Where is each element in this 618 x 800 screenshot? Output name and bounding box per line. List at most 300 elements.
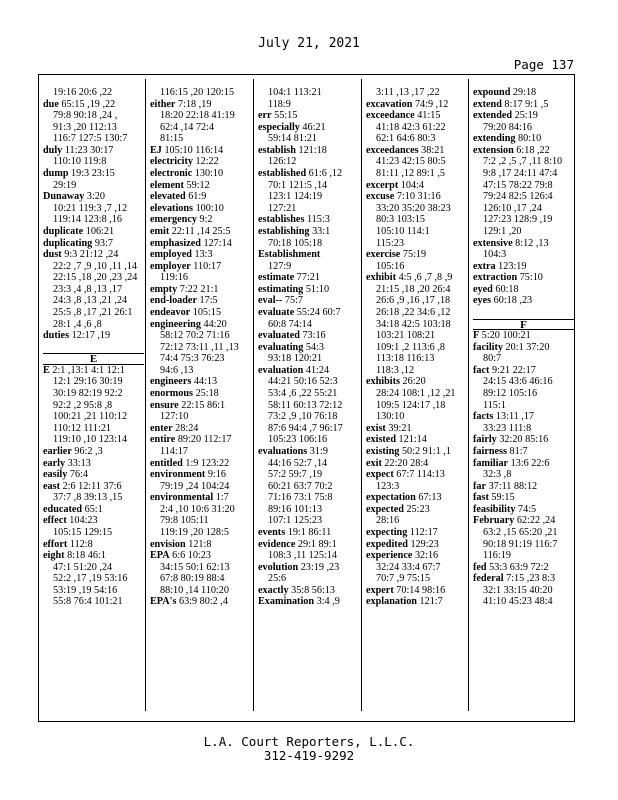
index-entry-continuation: 23:3 ,4 ,8 ,13 ,17: [53, 283, 123, 295]
index-term: effect: [43, 515, 67, 527]
page-references: 8:18 46:1: [64, 550, 106, 562]
index-entry: [43, 550, 144, 562]
index-term: endeavor: [150, 306, 191, 318]
index-entry-continuation: 130:10: [376, 411, 405, 423]
index-term: either: [150, 98, 176, 110]
section-letter-heading: E: [43, 353, 144, 365]
page-references: 8:12 ,13: [512, 237, 549, 249]
index-entry: [150, 434, 251, 446]
index-term: early: [43, 457, 66, 469]
page-references: 105:15: [190, 306, 222, 318]
index-entry-continuation: 110:10 119:8: [53, 156, 107, 168]
index-entry-continuation: 70:7 ,9 75:15: [376, 573, 431, 585]
index-entry: [150, 388, 251, 400]
index-term: F: [473, 330, 480, 342]
index-entry-continuation: 37:7 ,8 39:13 ,15: [53, 492, 123, 504]
index-term: educated: [43, 503, 83, 515]
page-references: 74:9 ,12: [412, 98, 449, 110]
page-references: 121:7: [416, 596, 443, 608]
index-entry: [366, 434, 467, 446]
index-entry: [366, 492, 467, 504]
index-term: ensure: [150, 399, 179, 411]
index-entry-continuation: 9:8 ,17 24:11 47:4: [483, 168, 558, 180]
index-entry-continuation: 126:10 ,17 ,24: [483, 202, 542, 214]
index-entry: [43, 539, 144, 551]
index-entry: [43, 238, 144, 250]
page-references: 7:18 ,19: [175, 98, 212, 110]
index-term: enter: [150, 422, 173, 434]
index-term: extra: [473, 260, 496, 272]
index-entry-continuation: 90:18 91:19 116:7: [483, 538, 558, 550]
page-references: 46:21: [299, 121, 326, 133]
page-references: 9:3 21:12 ,24: [61, 249, 119, 261]
index-entry-continuation: 115:23: [376, 237, 404, 249]
index-entry: [473, 145, 574, 157]
page-references: 63:9 80:2 ,4: [176, 596, 228, 608]
page-references: 93:7: [92, 237, 113, 249]
page-references: 112:17: [407, 526, 438, 538]
index-term: emit: [150, 225, 170, 237]
index-entry-continuation: 62:1 64:6 80:3: [376, 133, 436, 145]
page-references: 121:14: [396, 434, 427, 446]
index-entry: [258, 330, 359, 342]
index-entry: [473, 504, 574, 516]
page-references: 130:10: [192, 168, 224, 180]
index-entry-continuation: 100:21 ,21 110:12: [53, 411, 128, 423]
index-entry-continuation: 71:16 73:1 75:8: [268, 492, 333, 504]
index-term: expedited: [366, 538, 408, 550]
index-entry: [150, 168, 251, 180]
index-entry-continuation: 81:11 ,12 89:1 ,5: [376, 168, 445, 180]
page-references: 19:3 23:15: [68, 168, 115, 180]
page-references: 13:11 ,17: [493, 411, 535, 423]
page-references: 13:3: [191, 249, 213, 261]
index-entry: [258, 295, 359, 307]
index-entry-continuation: 103:21 108:21: [376, 330, 436, 342]
page-references: 2:6 12:11 37:6: [59, 480, 122, 492]
page-references: 115:3: [304, 214, 330, 226]
index-entry: [366, 458, 467, 470]
index-term: Establishment: [258, 249, 321, 261]
index-entry: [43, 458, 144, 470]
index-entry: [366, 539, 467, 551]
index-entry-continuation: 88:10 ,14 110:20: [160, 584, 229, 596]
page-references: 67:7 114:13: [393, 469, 445, 481]
index-entry: [258, 307, 359, 319]
index-column-2: [150, 87, 251, 608]
index-entry-continuation: 108:3 ,11 125:14: [268, 550, 337, 562]
index-entry: [473, 434, 574, 446]
index-term: familiar: [473, 457, 509, 469]
index-term: excavation: [366, 98, 413, 110]
index-entry: [43, 515, 144, 527]
index-column-4: [366, 87, 467, 608]
index-entry-continuation: 109:5 124:17 ,18: [376, 399, 446, 411]
page-references: 61:9: [185, 191, 207, 203]
index-entry: [473, 295, 574, 307]
index-entry-continuation: 107:1 125:23: [268, 515, 323, 527]
index-entry-continuation: 60:21 63:7 70:2: [268, 480, 333, 492]
page-number: Page 137: [513, 57, 574, 72]
index-term: exactly: [258, 584, 289, 596]
index-term: element: [150, 179, 184, 191]
index-term: duly: [43, 144, 63, 156]
index-entry-continuation: 22:15 ,18 ,20 ,23 ,24: [53, 272, 138, 284]
index-entry-continuation: 52:2 ,17 ,19 53:16: [53, 573, 128, 585]
page-references: 28:24: [172, 422, 199, 434]
page-references: 61:6 ,12: [306, 168, 343, 180]
index-entry-continuation: 41:18 42:3 61:22: [376, 121, 446, 133]
page-references: 65:1: [82, 503, 103, 515]
index-entry-continuation: 34:15 50:1 62:13: [160, 561, 230, 573]
index-entry-continuation: 44:16 52:7 ,14: [268, 457, 328, 469]
index-entry: [473, 446, 574, 458]
page-references: 37:11 88:12: [486, 480, 538, 492]
index-entry: [150, 550, 251, 562]
page-references: 25:23: [403, 503, 430, 515]
index-entry-continuation: 105:15 129:15: [53, 526, 113, 538]
index-entry-continuation: 7:2 ,2 ,5 ,7 ,11 8:10: [483, 156, 563, 168]
index-entry-continuation: 105:23 106:16: [268, 434, 328, 446]
index-entry-continuation: 70:1 121:5 ,14: [268, 179, 328, 191]
index-entry-continuation: 80:7: [483, 353, 502, 365]
index-term: established: [258, 168, 307, 180]
index-term: establish: [258, 144, 296, 156]
index-entry-continuation: 28:16: [376, 515, 400, 527]
page-references: 29:1 89:1: [295, 538, 337, 550]
index-entry: [258, 168, 359, 180]
index-term: electricity: [150, 156, 193, 168]
index-term: EJ: [150, 144, 162, 156]
index-term: engineers: [150, 376, 192, 388]
index-term: extending: [473, 133, 516, 145]
index-entry: [473, 411, 574, 423]
index-entry-continuation: 79:24 82:5 126:4: [483, 191, 553, 203]
index-entry: [473, 492, 574, 504]
page-references: 13:6 22:6: [508, 457, 550, 469]
index-term: expectation: [366, 492, 416, 504]
index-term: environment: [150, 469, 206, 481]
index-term: experience: [366, 550, 413, 562]
index-entry-continuation: 113:18 116:13: [376, 353, 435, 365]
index-entry: [150, 319, 251, 331]
index-entry: [366, 376, 467, 388]
index-entry-continuation: 18:20 22:18 41:19: [160, 110, 235, 122]
page-references: 127:14: [200, 237, 232, 249]
page-references: 22:15 86:1: [178, 399, 226, 411]
index-entry: [150, 145, 251, 157]
index-term: elevations: [150, 202, 194, 214]
page-references: 89:20 112:17: [175, 434, 232, 446]
index-entry-continuation: 70:18 105:18: [268, 237, 323, 249]
index-entry-continuation: 79:8 105:11: [160, 515, 209, 527]
index-entry: [473, 481, 574, 493]
index-term: dust: [43, 249, 62, 261]
index-entry-continuation: 60:8 74:14: [268, 318, 312, 330]
index-entry-continuation: 127:9: [268, 260, 292, 272]
index-entry: [366, 469, 467, 481]
page-references: 7:22 21:1: [177, 283, 219, 295]
index-entry-continuation: 25:5 ,8 ,17 ,21 26:1: [53, 306, 133, 318]
index-term: fast: [473, 492, 489, 504]
page-references: 38:21: [418, 144, 445, 156]
page-references: 32:20 85:16: [496, 434, 549, 446]
index-column-1: [43, 87, 144, 608]
index-entry-continuation: 118:3 ,12: [376, 364, 415, 376]
index-entry-continuation: 123:3: [376, 480, 400, 492]
index-entry-continuation: 26:6 ,9 ,16 ,17 ,18: [376, 295, 451, 307]
index-entry-continuation: 25:6: [268, 573, 287, 585]
index-term: feasibility: [473, 503, 516, 515]
index-entry: [366, 585, 467, 597]
page-references: 3:4 ,9: [314, 596, 340, 608]
page-references: 80:10: [515, 133, 542, 145]
index-entry: [473, 562, 574, 574]
index-term: expert: [366, 584, 394, 596]
column-divider: [468, 79, 469, 711]
index-term: eyes: [473, 295, 492, 307]
page-references: 54:3: [303, 341, 324, 353]
index-entry: [150, 376, 251, 388]
index-entry-continuation: 94:6 ,13: [160, 364, 194, 376]
page-references: 3:20: [84, 191, 105, 203]
index-entry-continuation: 127:23 128:9 ,19: [483, 214, 553, 226]
page-references: 22:20 28:4: [381, 457, 429, 469]
page-references: 20:1 37:20: [503, 341, 550, 353]
page-references: 44:13: [191, 376, 218, 388]
index-entry: [150, 469, 251, 481]
index-entry-continuation: 104:3: [483, 249, 507, 261]
page-references: 104:4: [398, 179, 425, 191]
index-entry-continuation: 53:4 ,6 ,22 55:21: [268, 388, 338, 400]
page-references: 33:1: [309, 225, 331, 237]
index-term: enormous: [150, 388, 194, 400]
page-references: 26:20: [399, 376, 426, 388]
index-entry-continuation: 116:19: [483, 550, 511, 562]
index-entry: [258, 122, 359, 134]
index-term: easily: [43, 469, 68, 481]
index-entry: [258, 527, 359, 539]
index-entry: [258, 145, 359, 157]
index-entry-continuation: 119:10 ,10 123:14: [53, 434, 128, 446]
index-entry: [258, 596, 359, 608]
index-entry: [150, 261, 251, 273]
index-term: existing: [366, 445, 400, 457]
page-references: 6:18 ,22: [513, 144, 550, 156]
index-entry-continuation: 26:18 ,22 34:6 ,12: [376, 306, 451, 318]
index-term: evaluating: [258, 341, 304, 353]
index-entry: [473, 573, 574, 585]
index-entry: [43, 145, 144, 157]
index-entry-continuation: 89:16 101:13: [268, 503, 323, 515]
index-entry-continuation: 58:11 60:13 72:12: [268, 399, 343, 411]
page-references: 44:20: [200, 318, 227, 330]
page-references: 76:4: [67, 469, 89, 481]
index-entry: [366, 446, 467, 458]
index-entry: [150, 423, 251, 435]
index-entry: [150, 249, 251, 261]
page-references: 121:8: [185, 538, 212, 550]
index-entry-continuation: 126:12: [268, 156, 297, 168]
page-references: 81:7: [506, 445, 528, 457]
index-term: exhibit: [366, 272, 397, 284]
index-term: fed: [473, 561, 487, 573]
index-entry: [473, 365, 574, 377]
index-term: exceedances: [366, 144, 419, 156]
index-entry-continuation: 105:10 114:1: [376, 225, 430, 237]
index-entry: [366, 191, 467, 203]
index-entry-continuation: 41:23 42:15 80:5: [376, 156, 446, 168]
index-entry: [473, 110, 574, 122]
page-references: 100:10: [193, 202, 224, 214]
index-entry-continuation: 41:10 45:23 48:4: [483, 596, 553, 608]
index-entry-continuation: 129:1 ,20: [483, 225, 522, 237]
page-references: 6:6 10:23: [169, 550, 211, 562]
index-entry-continuation: 119:16: [160, 272, 188, 284]
page-references: 41:15: [414, 110, 441, 122]
index-term: evaluated: [258, 330, 300, 342]
index-entry: [43, 226, 144, 238]
index-entry-continuation: 104:1 113:21: [268, 87, 322, 98]
page-references: 106:21: [83, 225, 115, 237]
index-entry-continuation: 2:4 ,10 10:6 31:20: [160, 503, 235, 515]
page-references: 11:23 30:17: [62, 144, 114, 156]
page-references: 60:18: [492, 283, 519, 295]
page-references: 55:15: [271, 110, 298, 122]
index-entry: [366, 423, 467, 435]
index-entry: [366, 110, 467, 122]
index-entry-continuation: 58:12 70:2 71:16: [160, 330, 230, 342]
index-entry: [258, 272, 359, 284]
index-term: expecting: [366, 526, 408, 538]
index-entry: [258, 562, 359, 574]
page-references: 67:13: [415, 492, 442, 504]
index-entry: [150, 180, 251, 192]
index-entry-continuation: 28:1 ,4 ,6 ,8: [53, 318, 102, 330]
page-references: 121:18: [295, 144, 327, 156]
index-entry-continuation: 29:19: [53, 179, 77, 191]
index-entry: [43, 365, 144, 377]
index-entry-continuation: 92:2 ,2 95:8 ,8: [53, 399, 113, 411]
index-term: engineering: [150, 318, 201, 330]
page-references: 39:21: [385, 422, 412, 434]
index-entry: [150, 458, 251, 470]
index-entry-continuation: 110:12 111:21: [53, 422, 112, 434]
index-entry-continuation: 89:12 105:16: [483, 388, 538, 400]
index-entry-continuation: 24:15 43:6 46:16: [483, 376, 553, 388]
index-term: excuse: [366, 191, 395, 203]
index-term: explanation: [366, 596, 417, 608]
page-references: 75:10: [517, 272, 543, 284]
index-entry-continuation: 93:18 120:21: [268, 353, 323, 365]
index-entry: [150, 99, 251, 111]
index-term: extension: [473, 144, 514, 156]
index-term: fairly: [473, 434, 497, 446]
page-references: 9:2: [196, 214, 213, 226]
index-entry: [366, 272, 467, 284]
page-references: 1:9 123:22: [182, 457, 230, 469]
index-entry-continuation: 32:1 33:15 40:20: [483, 584, 553, 596]
index-entry-continuation: 127:21: [268, 202, 297, 214]
index-entry-continuation: 81:15: [160, 133, 184, 145]
footer-company: L.A. Court Reporters, L.L.C.: [203, 734, 415, 749]
index-entry: [473, 330, 574, 342]
index-entry-continuation: 33:20 35:20 38:23: [376, 202, 451, 214]
index-term: fact: [473, 364, 490, 376]
page-references: 77:21: [294, 272, 320, 284]
index-entry: [473, 133, 574, 145]
section-letter-heading: F: [473, 319, 574, 331]
index-entry: [258, 249, 359, 261]
index-entry: [473, 284, 574, 296]
index-entry: [258, 342, 359, 354]
page-references: 9:16: [205, 469, 226, 481]
index-entry: [150, 539, 251, 551]
index-entry: [150, 596, 251, 608]
index-entry: [366, 249, 467, 261]
page-references: 129:23: [407, 538, 439, 550]
page-references: 41:24: [303, 364, 330, 376]
index-term: EPA: [150, 550, 170, 562]
index-entry: [473, 342, 574, 354]
column-divider: [361, 79, 362, 711]
index-term: exhibits: [366, 376, 400, 388]
index-entry: [366, 504, 467, 516]
index-term: evolution: [258, 561, 299, 573]
index-entry: [366, 145, 467, 157]
page-references: 12:22: [192, 156, 219, 168]
page-references: 8:17 9:1 ,5: [501, 98, 549, 110]
index-term: exit: [366, 457, 382, 469]
index-entry: [150, 191, 251, 203]
index-term: effort: [43, 538, 68, 550]
index-entry: [150, 295, 251, 307]
index-term: exceedance: [366, 110, 415, 122]
index-term: expect: [366, 469, 394, 481]
page-references: 60:18 ,23: [491, 295, 533, 307]
index-term: empty: [150, 283, 178, 295]
index-term: evaluation: [258, 364, 304, 376]
index-term: due: [43, 98, 59, 110]
page-references: 73:16: [299, 330, 326, 342]
index-entry: [258, 226, 359, 238]
index-entry-continuation: 62:4 ,14 72:4: [160, 121, 215, 133]
index-entry-continuation: 21:15 ,18 ,20 26:4: [376, 283, 451, 295]
index-term: electronic: [150, 168, 193, 180]
page-references: 25:19: [512, 110, 538, 122]
page-references: 51:10: [303, 283, 330, 295]
index-entry: [43, 249, 144, 261]
page-references: 32:16: [412, 550, 439, 562]
index-column-3: [258, 87, 359, 608]
index-term: facts: [473, 411, 494, 423]
index-term: estimate: [258, 272, 295, 284]
index-term: extend: [473, 98, 502, 110]
index-entry-continuation: 118:9: [268, 98, 291, 110]
page-references: 59:12: [183, 179, 210, 191]
index-entry-continuation: 123:1 124:19: [268, 191, 323, 203]
index-entry: [473, 515, 574, 527]
index-entry: [150, 400, 251, 412]
index-term: evidence: [258, 538, 296, 550]
index-entry-continuation: 105:16: [376, 260, 405, 272]
index-entry-continuation: 28:24 108:1 ,12 ,21: [376, 388, 456, 400]
index-term: environmental: [150, 492, 214, 504]
index-entry-continuation: 10:21 119:3 ,7 ,12: [53, 202, 128, 214]
index-term: earlier: [43, 445, 72, 457]
index-term: expected: [366, 503, 404, 515]
index-term: far: [473, 480, 487, 492]
